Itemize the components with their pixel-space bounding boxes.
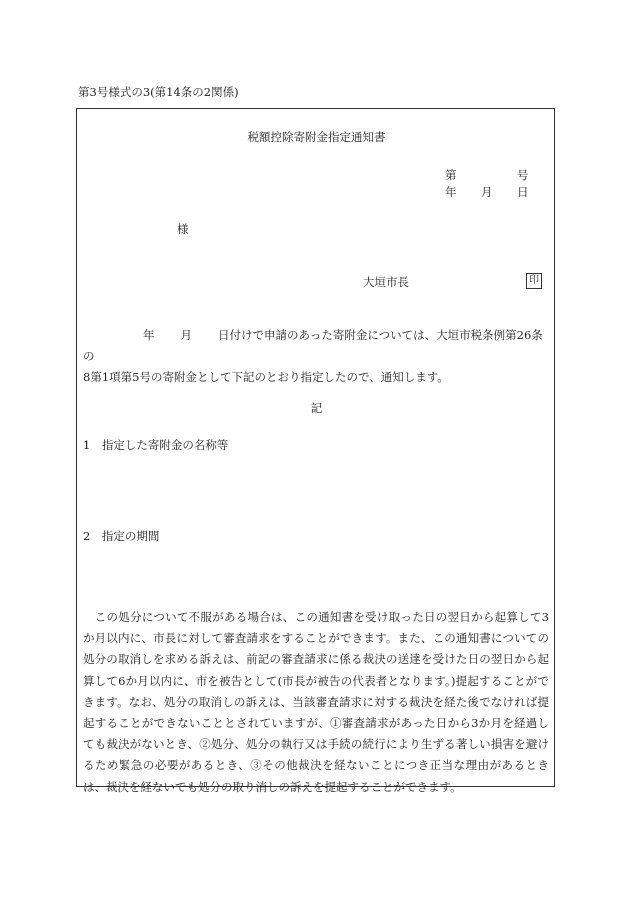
date-month-label: 月 — [481, 185, 493, 199]
document-title: 税額控除寄附金指定通知書 — [247, 130, 386, 144]
number-prefix: 第 — [445, 168, 457, 182]
seal-mark: 印 — [526, 273, 542, 289]
body-paragraph — [83, 325, 549, 388]
addressee-suffix: 様 — [177, 222, 189, 236]
issuer-name: 大垣市長 — [363, 275, 409, 289]
date-day-label: 日 — [517, 185, 529, 199]
body-line2: 8第1項第5号の寄附金として下記のとおり指定したので、通知します。 — [83, 370, 449, 384]
appeal-notice-paragraph: この処分について不服がある場合は、この通知書を受け取った日の翌日から起算して3か月以内に、市長に対して審査請求をすることができます。また、この通知書についての処分の取消しを求める訴えは、前記の審査請求に係る裁決の送達を受けた日の翌日から起算して6か月以内に、市を被告として(市長が被告の代表者となります。)提起することができます。なお、処分の取消しの訴えは、当該審査請求に対する裁決を経た後でなければ提起することができないこととされていますが、①審査請求があった日から3か月を経過しても裁決がないとき、②処分、処分の執行又は手続の続行により生ずる著しい損害を避けるため緊急の必要があるとき、③その他裁決を経ないことにつき正当な理由があるときは、裁決を経ないでも処分の取り消しの訴えを提起することができます。 — [83, 610, 549, 794]
ki-heading: 記 — [310, 401, 323, 415]
date-year-label: 年 — [445, 185, 457, 199]
body-year-label: 年 — [143, 328, 155, 342]
item-donation-name: 1 指定した寄附金の名称等 — [83, 438, 229, 452]
form-number-label: 第3号様式の3(第14条の2関係) — [78, 85, 239, 99]
body-line1: 日付けで申請のあった寄附金については、大垣市税条例第26条の — [83, 328, 543, 363]
number-suffix: 号 — [517, 168, 529, 182]
item-designation-period: 2 指定の期間 — [83, 529, 160, 543]
notice-frame — [76, 108, 555, 794]
body-month-label: 月 — [180, 328, 192, 342]
